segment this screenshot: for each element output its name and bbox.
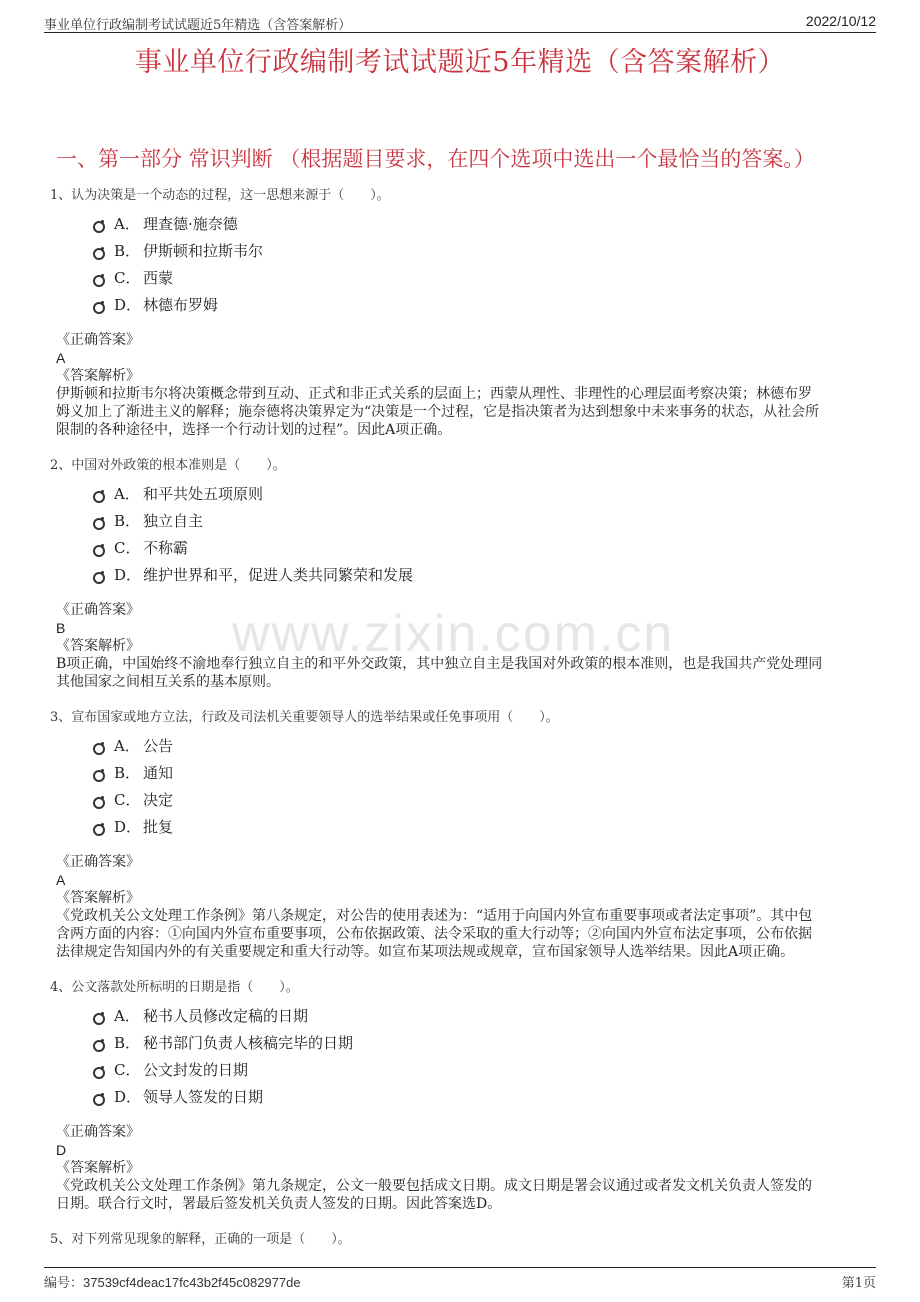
option-text: 秘书部门负责人核稿完毕的日期 <box>143 1034 354 1052</box>
analysis-line: 《党政机关公文处理工作条例》第九条规定，公文一般要包括成文日期。成文日期是署会议通过或者发文机关负责人签发的 <box>56 1178 812 1194</box>
correct-answer-value: D <box>56 1142 67 1158</box>
option-text: 公文封发的日期 <box>143 1061 249 1079</box>
page-footer <box>44 1267 876 1294</box>
option-text: 公告 <box>143 737 174 755</box>
option-c[interactable] <box>93 786 870 813</box>
option-d[interactable] <box>93 291 870 318</box>
option-text: 维护世界和平，促进人类共同繁荣和发展 <box>143 566 414 584</box>
option-a[interactable] <box>93 1002 870 1029</box>
radio-button-icon[interactable] <box>93 302 105 314</box>
question-stem: 5、对下列常见现象的解释，正确的一项是（ ）。 <box>50 1232 351 1247</box>
document-title: 事业单位行政编制考试试题近5年精选（含答案解析） <box>134 47 786 78</box>
header-date: 2022/10/12 <box>805 13 876 29</box>
radio-button-icon[interactable] <box>93 572 105 584</box>
option-letter: C． <box>114 791 141 809</box>
option-a[interactable] <box>93 732 870 759</box>
option-text: 林德布罗姆 <box>143 296 219 314</box>
option-a[interactable] <box>93 480 870 507</box>
option-b[interactable] <box>93 1029 870 1056</box>
question-stem: 2、中国对外政策的根本准则是（ ）。 <box>50 458 286 473</box>
radio-button-icon[interactable] <box>93 1040 105 1052</box>
analysis-label: 《答案解析》 <box>56 890 140 906</box>
answer-block-3 <box>56 853 866 961</box>
section-heading: 一、第一部分 常识判断 （根据题目要求，在四个选项中选出一个最恰当的答案。） <box>56 147 815 171</box>
option-letter: A． <box>114 1007 140 1025</box>
analysis-line: 日期。联合行文时，署最后签发机关负责人签发的日期。因此答案选D。 <box>56 1196 502 1212</box>
option-letter: D． <box>114 818 142 836</box>
question-5 <box>50 1230 870 1250</box>
option-letter: B． <box>114 1034 141 1052</box>
option-b[interactable] <box>93 507 870 534</box>
radio-button-icon[interactable] <box>93 545 105 557</box>
radio-button-icon[interactable] <box>93 518 105 530</box>
analysis-label: 《答案解析》 <box>56 638 140 654</box>
option-text: 秘书人员修改定稿的日期 <box>143 1007 309 1025</box>
analysis-line: 《党政机关公文处理工作条例》第八条规定，对公告的使用表述为：“适用于向国内外宣布重要事项或者法定事项”。其中包 <box>56 908 813 924</box>
analysis-line: B项正确，中国始终不渝地奉行独立自主的和平外交政策，其中独立自主是我国对外政策的根本准则，也是我国共产党处理同 <box>56 656 823 672</box>
analysis-line: 伊斯顿和拉斯韦尔将决策概念带到互动、正式和非正式关系的层面上；西蒙从理性、非理性的心理层面考察决策；林德布罗 <box>56 386 812 402</box>
option-text: 独立自主 <box>143 512 204 530</box>
correct-answer-label: 《正确答案》 <box>56 854 140 870</box>
option-text: 理查德·施奈德 <box>143 215 238 233</box>
correct-answer-value: A <box>56 350 66 366</box>
option-letter: D． <box>114 566 142 584</box>
option-b[interactable] <box>93 759 870 786</box>
answer-block-4 <box>56 1123 866 1213</box>
radio-button-icon[interactable] <box>93 275 105 287</box>
option-letter: B． <box>114 512 141 530</box>
radio-button-icon[interactable] <box>93 743 105 755</box>
option-text: 领导人签发的日期 <box>143 1088 264 1106</box>
answer-block-1 <box>56 331 866 439</box>
option-a[interactable] <box>93 210 870 237</box>
option-letter: B． <box>114 764 141 782</box>
radio-button-icon[interactable] <box>93 221 105 233</box>
option-b[interactable] <box>93 237 870 264</box>
question-2 <box>50 456 870 588</box>
option-letter: A． <box>114 215 140 233</box>
correct-answer-value: B <box>56 620 66 636</box>
question-stem: 1、认为决策是一个动态的过程，这一思想来源于（ ）。 <box>50 188 390 203</box>
analysis-label: 《答案解析》 <box>56 1160 140 1176</box>
option-letter: B． <box>114 242 141 260</box>
option-text: 不称霸 <box>143 539 189 557</box>
option-d[interactable] <box>93 1083 870 1110</box>
option-text: 批复 <box>143 818 174 836</box>
option-text: 决定 <box>143 791 174 809</box>
option-d[interactable] <box>93 813 870 840</box>
radio-button-icon[interactable] <box>93 491 105 503</box>
document-code: 编号：37539cf4deac17fc43b2f45c082977de <box>44 1275 301 1290</box>
question-stem: 3、宣布国家或地方立法，行政及司法机关重要领导人的选举结果或任免事项用（ ）。 <box>50 710 559 725</box>
option-text: 西蒙 <box>143 269 174 287</box>
radio-button-icon[interactable] <box>93 1094 105 1106</box>
analysis-label: 《答案解析》 <box>56 368 140 384</box>
option-letter: C． <box>114 1061 141 1079</box>
option-text: 通知 <box>143 764 174 782</box>
analysis-line: 限制的各种途径中，选择一个行动计划的过程”。因此A项正确。 <box>56 422 452 438</box>
option-c[interactable] <box>93 264 870 291</box>
option-letter: D． <box>114 296 142 314</box>
radio-button-icon[interactable] <box>93 1013 105 1025</box>
option-letter: C． <box>114 269 141 287</box>
radio-button-icon[interactable] <box>93 797 105 809</box>
analysis-line: 法律规定告知国内外的有关重要规定和重大行动等。如宣布某项法规或规章，宣布国家领导人选举结果。因此A项正确。 <box>56 944 795 960</box>
option-letter: A． <box>114 737 140 755</box>
header-doc-name: 事业单位行政编制考试试题近5年精选（含答案解析） <box>44 18 352 33</box>
question-1 <box>50 186 870 318</box>
option-letter: D． <box>114 1088 142 1106</box>
option-d[interactable] <box>93 561 870 588</box>
option-letter: C． <box>114 539 141 557</box>
correct-answer-value: A <box>56 872 66 888</box>
correct-answer-label: 《正确答案》 <box>56 332 140 348</box>
question-4 <box>50 978 870 1110</box>
answer-block-2 <box>56 601 866 691</box>
watermark: www.zixin.com.cn <box>232 605 675 663</box>
radio-button-icon[interactable] <box>93 248 105 260</box>
correct-answer-label: 《正确答案》 <box>56 602 140 618</box>
option-text: 伊斯顿和拉斯韦尔 <box>143 242 264 260</box>
radio-button-icon[interactable] <box>93 824 105 836</box>
question-stem: 4、公文落款处所标明的日期是指（ ）。 <box>50 980 299 995</box>
correct-answer-label: 《正确答案》 <box>56 1124 140 1140</box>
analysis-line: 其他国家之间相互关系的基本原则。 <box>56 674 280 690</box>
question-3 <box>50 708 870 840</box>
radio-button-icon[interactable] <box>93 1067 105 1079</box>
radio-button-icon[interactable] <box>93 770 105 782</box>
option-letter: A． <box>114 485 140 503</box>
analysis-line: 含两方面的内容：①向国内外宣布重要事项，公布依据政策、法令采取的重大行动等；②向国内外宣布法定事项，公布依据 <box>56 926 812 942</box>
option-text: 和平共处五项原则 <box>143 485 264 503</box>
page-number: 第1页 <box>841 1276 876 1291</box>
option-c[interactable] <box>93 534 870 561</box>
page-header <box>44 10 876 33</box>
analysis-line: 姆义加上了渐进主义的解释；施奈德将决策界定为“决策是一个过程，它是指决策者为达到想象中未来事务的状态，从社会所 <box>56 404 820 420</box>
option-c[interactable] <box>93 1056 870 1083</box>
